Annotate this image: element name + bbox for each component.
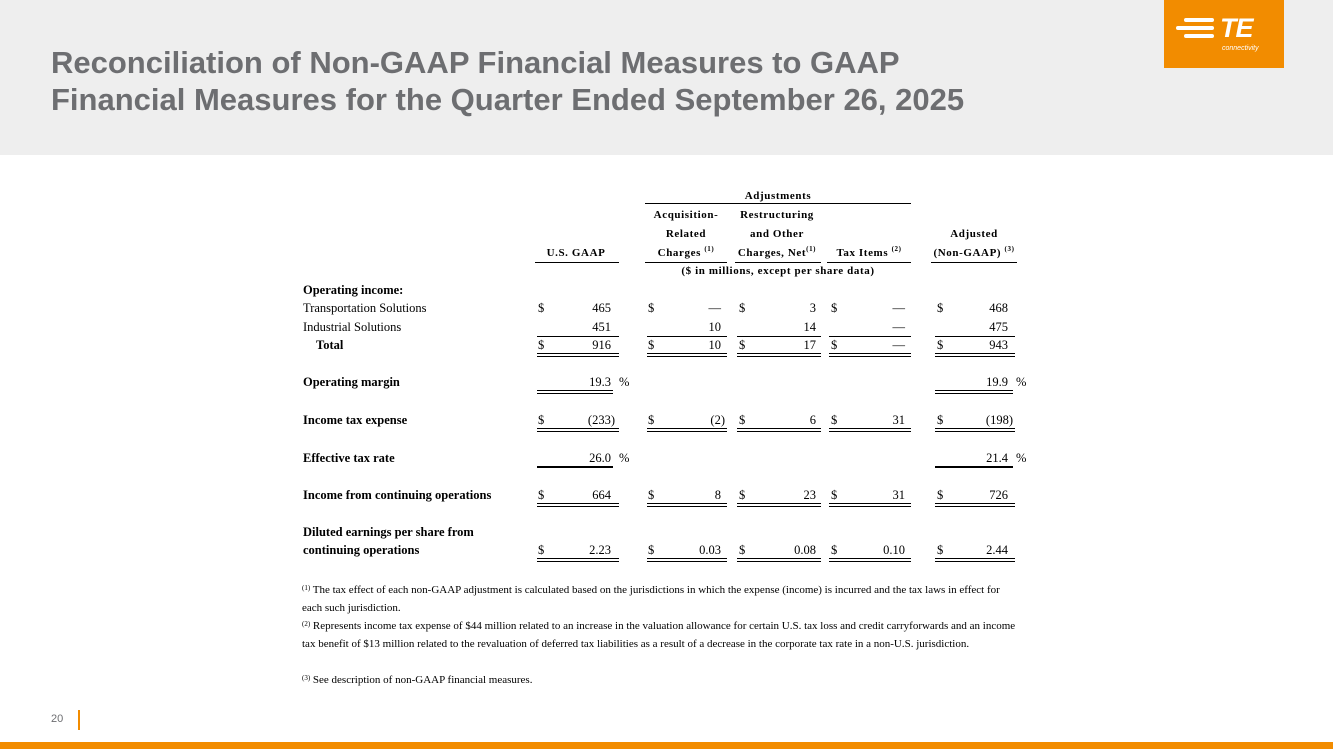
acq-header-1: Acquisition-: [653, 209, 719, 221]
page-title: [51, 44, 964, 118]
footnote-1: $^{(1)}$ The tax effect of each non-GAAP adjustment is calculated based on the jurisdictions in which the expense (income) is incurred and the tax laws in effect for each such jurisdiction.: [302, 584, 1000, 614]
currency-sign: $: [937, 488, 944, 502]
cell-income-gaap: 664: [592, 488, 611, 502]
row-label-eps-line-2: continuing operations: [303, 543, 420, 557]
cell-income-tax: 31: [892, 488, 905, 502]
currency-sign: $: [937, 413, 944, 427]
cell-eps-rest: 0.08: [794, 543, 816, 557]
currency-sign: $: [538, 488, 545, 502]
currency-sign: $: [648, 543, 655, 557]
page-number: 20: [51, 713, 64, 725]
row-label-effective-tax-rate: Effective tax rate: [303, 451, 395, 465]
percent-sign: %: [619, 451, 630, 465]
cell-total-gaap: 916: [592, 338, 611, 352]
currency-sign: $: [831, 338, 838, 352]
cell-industrial-rest: 14: [803, 320, 816, 334]
cell-tax-adj: (198): [985, 413, 1013, 427]
gaap-header-rule: [535, 262, 619, 263]
eps-double-rule: [537, 558, 619, 562]
income-double-rule: [647, 503, 727, 507]
currency-sign: $: [831, 301, 838, 315]
total-double-rule: [737, 353, 821, 357]
cell-tax-tax: 31: [892, 413, 905, 427]
row-label-income-tax: Income tax expense: [303, 413, 408, 427]
rate-rule: [935, 466, 1013, 468]
adj-header-2: (Non-GAAP) $^{(3)}$: [933, 245, 1015, 259]
footnote-3: $^{(3)}$ See description of non-GAAP financial measures.: [302, 674, 533, 686]
footer-accent-bar: [0, 742, 1333, 749]
acq-header-rule: [645, 262, 727, 263]
cell-total-adj: 943: [989, 338, 1008, 352]
subtotal-rule: [935, 336, 1015, 337]
currency-sign: $: [648, 413, 655, 427]
logo-subtext: connectivity: [1222, 45, 1259, 52]
total-double-rule: [537, 353, 619, 357]
currency-sign: $: [937, 338, 944, 352]
currency-sign: $: [648, 338, 655, 352]
row-label-total: Total: [316, 338, 344, 352]
tax-double-rule: [829, 428, 911, 432]
income-double-rule: [935, 503, 1015, 507]
rest-header-1: Restructuring: [740, 209, 814, 221]
percent-sign: %: [619, 375, 630, 389]
cell-industrial-tax: —: [892, 320, 905, 334]
margin-double-rule: [537, 390, 613, 394]
percent-sign: %: [1016, 451, 1027, 465]
rest-header-3: Charges, Net$^{(1)}$: [737, 245, 817, 259]
row-label-operating-margin: Operating margin: [303, 375, 400, 389]
cell-industrial-acq: 10: [708, 320, 721, 334]
income-double-rule: [829, 503, 911, 507]
cell-transportation-gaap: 465: [592, 301, 611, 315]
cell-total-rest: 17: [803, 338, 816, 352]
adj-header-rule: [931, 262, 1017, 263]
tax-double-rule: [537, 428, 619, 432]
eps-double-rule: [935, 558, 1015, 562]
cell-margin-gaap: 19.3: [589, 375, 611, 389]
currency-sign: $: [831, 543, 838, 557]
cell-transportation-adj: 468: [989, 301, 1008, 315]
page-title-line-2: Financial Measures for the Quarter Ended September 26, 2025: [51, 82, 965, 117]
logo-text: TE: [1220, 13, 1253, 43]
cell-transportation-rest: 3: [809, 301, 816, 315]
currency-sign: $: [538, 413, 545, 427]
currency-sign: $: [831, 413, 838, 427]
subtotal-rule: [647, 336, 727, 337]
footnote-2: $^{(2)}$ Represents income tax expense of $44 million related to an increase in the valuation allowance for certain U.S. tax loss and credit carryforwards and an income tax benefit of $13 million related to the revaluation of deferred tax liabilities as a result of a decrease in the corporate tax rate in a non-U.S. jurisdiction.: [302, 620, 1016, 650]
subtotal-rule: [537, 336, 619, 337]
currency-sign: $: [648, 488, 655, 502]
cell-transportation-acq: —: [708, 301, 721, 315]
currency-sign: $: [739, 301, 746, 315]
adj-header-1: Adjusted: [950, 228, 998, 240]
operating-income-heading: Operating income:: [303, 283, 404, 297]
cell-tax-rest: 6: [809, 413, 816, 427]
row-label-industrial: Industrial Solutions: [303, 320, 402, 334]
eps-double-rule: [737, 558, 821, 562]
subtotal-rule: [829, 336, 911, 337]
currency-sign: $: [937, 543, 944, 557]
rest-header-rule: [735, 262, 821, 263]
cell-total-acq: 10: [708, 338, 721, 352]
gaap-header: U.S. GAAP: [546, 247, 606, 259]
cell-industrial-gaap: 451: [592, 320, 611, 334]
total-double-rule: [829, 353, 911, 357]
page-title-line-1: Reconciliation of Non-GAAP Financial Measures to GAAP: [51, 45, 900, 80]
currency-sign: $: [739, 413, 746, 427]
total-double-rule: [935, 353, 1015, 357]
tax-header-rule: [827, 262, 911, 263]
currency-sign: $: [831, 488, 838, 502]
cell-income-rest: 23: [803, 488, 816, 502]
cell-margin-adj: 19.9: [986, 375, 1008, 389]
currency-sign: $: [538, 338, 545, 352]
te-connectivity-logo: [1164, 0, 1284, 68]
tax-header: Tax Items $^{(2)}$: [836, 245, 902, 259]
logo-stripes-icon: [1164, 0, 1224, 68]
rate-rule: [537, 466, 613, 468]
cell-transportation-tax: —: [892, 301, 905, 315]
page-number-divider: [78, 710, 80, 730]
cell-tax-acq: (2): [710, 413, 725, 427]
cell-total-tax: —: [892, 338, 905, 352]
cell-eps-gaap: 2.23: [589, 543, 611, 557]
adjustments-rule: [645, 203, 911, 204]
currency-sign: $: [739, 543, 746, 557]
cell-tax-gaap: (233): [587, 413, 615, 427]
income-double-rule: [737, 503, 821, 507]
cell-industrial-adj: 475: [989, 320, 1008, 334]
tax-double-rule: [647, 428, 727, 432]
row-label-transportation: Transportation Solutions: [303, 301, 427, 315]
tax-double-rule: [737, 428, 821, 432]
eps-double-rule: [647, 558, 727, 562]
acq-header-2: Related: [665, 228, 707, 240]
acq-header-3: Charges $^{(1)}$: [657, 245, 715, 259]
total-double-rule: [647, 353, 727, 357]
units-note: ($ in millions, except per share data): [681, 265, 875, 277]
income-double-rule: [537, 503, 619, 507]
tax-double-rule: [935, 428, 1015, 432]
currency-sign: $: [538, 301, 545, 315]
currency-sign: $: [739, 488, 746, 502]
cell-eps-adj: 2.44: [986, 543, 1008, 557]
cell-rate-adj: 21.4: [986, 451, 1008, 465]
row-label-income-continuing: Income from continuing operations: [303, 488, 492, 502]
currency-sign: $: [648, 301, 655, 315]
rest-header-2: and Other: [750, 228, 804, 240]
cell-eps-acq: 0.03: [699, 543, 721, 557]
cell-income-acq: 8: [714, 488, 721, 502]
cell-income-adj: 726: [989, 488, 1008, 502]
cell-rate-gaap: 26.0: [589, 451, 611, 465]
row-label-eps-line-1: Diluted earnings per share from: [303, 525, 474, 539]
cell-eps-tax: 0.10: [883, 543, 905, 557]
margin-double-rule: [935, 390, 1013, 394]
subtotal-rule: [737, 336, 821, 337]
currency-sign: $: [937, 301, 944, 315]
currency-sign: $: [538, 543, 545, 557]
percent-sign: %: [1016, 375, 1027, 389]
eps-double-rule: [829, 558, 911, 562]
adjustments-header: Adjustments: [744, 190, 812, 202]
currency-sign: $: [739, 338, 746, 352]
